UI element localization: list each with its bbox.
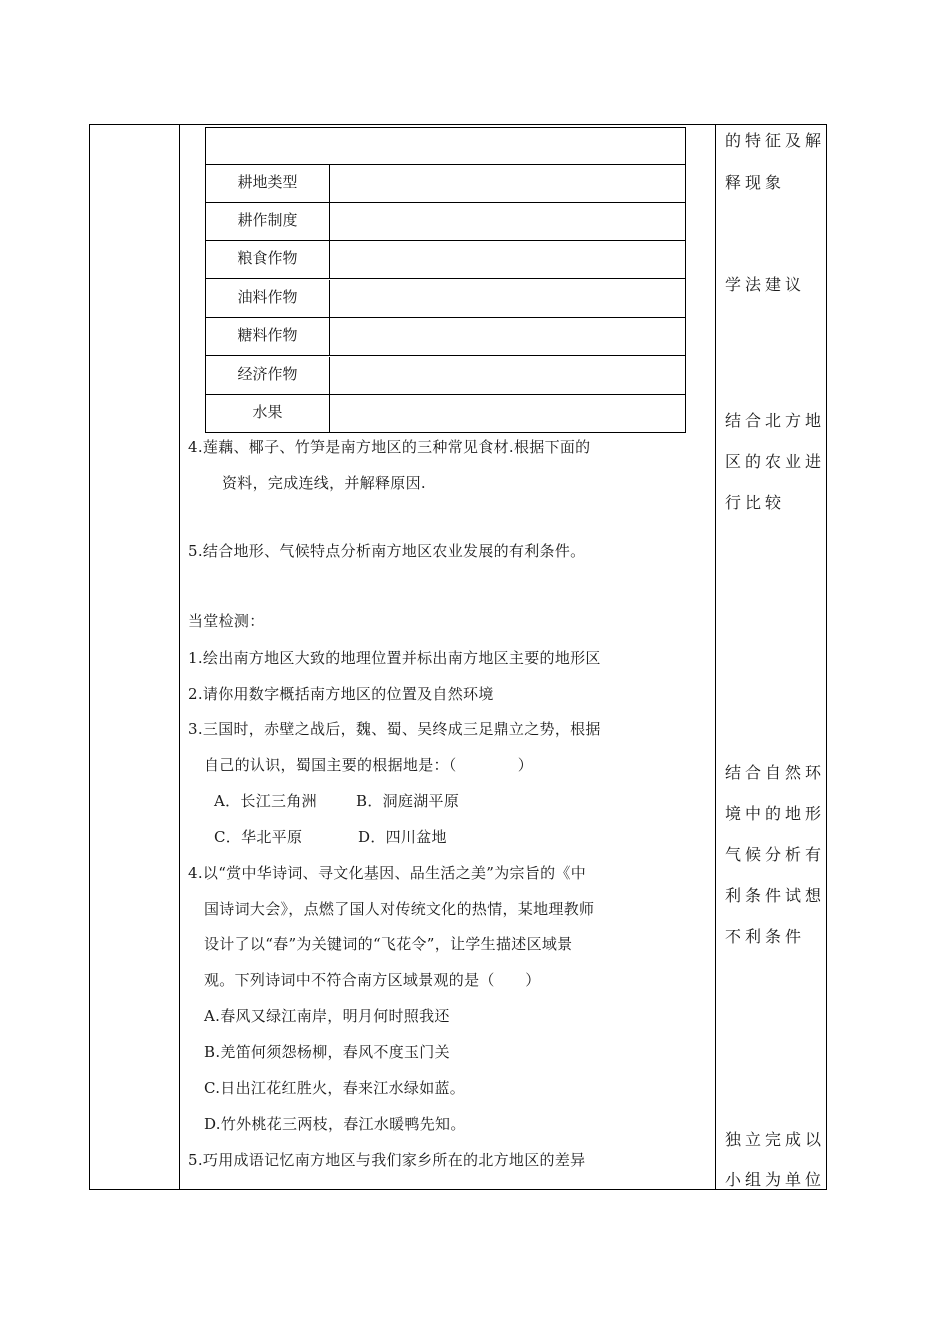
side-note-heading: 学法建议 [725, 275, 806, 294]
crop-table-row [206, 203, 685, 241]
check-item-4-option-a: A.春风又绿江南岸，明月何时照我还 [204, 1007, 450, 1025]
crop-table-row [206, 318, 685, 356]
check-section-title: 当堂检测： [188, 612, 265, 630]
check-item-2: 2.请你用数字概括南方地区的位置及自然环境 [188, 685, 494, 703]
crop-table-label: 耕地类型 [206, 165, 330, 202]
crop-table-label: 经济作物 [206, 357, 330, 394]
check-item-3-option-b: B．洞庭湖平原 [356, 792, 460, 810]
side-note: 不利条件 [725, 927, 806, 946]
crop-table-label: 糖料作物 [206, 318, 330, 355]
check-item-4-line-3: 设计了以“春”为关键词的“飞花令”，让学生描述区域景 [204, 935, 573, 953]
crop-table-label: 水果 [206, 395, 330, 433]
check-item-3-line-1: 3.三国时，赤壁之战后，魏、蜀、吴终成三足鼎立之势，根据 [188, 720, 601, 738]
crop-table-label: 耕作制度 [206, 203, 330, 240]
crop-table-row [206, 280, 685, 318]
check-item-4-option-c: C.日出江花红胜火，春来江水绿如蓝。 [204, 1079, 466, 1097]
question-4-line-2: 资料，完成连线，并解释原因. [222, 474, 426, 492]
crop-table-header-row [206, 128, 685, 165]
side-note: 气候分析有 [725, 845, 826, 864]
check-item-4-option-b: B.羌笛何须怨杨柳，春风不度玉门关 [204, 1043, 450, 1061]
check-item-5: 5.巧用成语记忆南方地区与我们家乡所在的北方地区的差异 [188, 1151, 586, 1169]
column-divider-right [715, 125, 716, 1189]
check-item-4-line-1: 4.以“赏中华诗词、寻文化基因、品生活之美”为宗旨的《中 [188, 864, 587, 882]
check-item-4-line-4: 观。下列诗词中不符合南方区域景观的是（ ） [204, 971, 541, 989]
side-note: 境中的地形 [725, 804, 826, 823]
crop-table-row [206, 165, 685, 203]
check-item-3-line-2: 自己的认识，蜀国主要的根据地是：（ ） [204, 756, 534, 774]
question-4-line-1: 4.莲藕、椰子、竹笋是南方地区的三种常见食材.根据下面的 [188, 438, 591, 456]
crop-table-row [206, 241, 685, 279]
check-item-4-line-2: 国诗词大会》，点燃了国人对传统文化的热情，某地理教师 [204, 900, 595, 918]
check-item-4-option-d: D.竹外桃花三两枝，春江水暖鸭先知。 [204, 1115, 466, 1133]
check-item-1: 1.绘出南方地区大致的地理位置并标出南方地区主要的地形区 [188, 649, 601, 667]
side-note: 释现象 [725, 173, 786, 192]
crop-table-row [206, 395, 685, 433]
side-note: 独立完成以 [725, 1130, 826, 1149]
column-divider-left [179, 125, 180, 1189]
check-item-3-option-d: D．四川盆地 [358, 828, 447, 846]
crop-table-row [206, 357, 685, 395]
crop-table-label: 粮食作物 [206, 241, 330, 278]
side-note: 结合北方地 [725, 411, 826, 430]
crop-table [205, 127, 686, 433]
side-note: 结合自然环 [725, 763, 826, 782]
side-note: 利条件试想 [725, 886, 826, 905]
side-note: 小组为单位 [725, 1170, 826, 1189]
side-note: 行比较 [725, 493, 786, 512]
side-note: 区的农业进 [725, 452, 826, 471]
check-item-3-option-c: C．华北平原 [214, 828, 303, 846]
crop-table-label: 油料作物 [206, 280, 330, 317]
question-5: 5.结合地形、气候特点分析南方地区农业发展的有利条件。 [188, 542, 586, 560]
side-note: 的特征及解 [725, 131, 826, 150]
check-item-3-option-a: A．长江三角洲 [214, 792, 317, 810]
